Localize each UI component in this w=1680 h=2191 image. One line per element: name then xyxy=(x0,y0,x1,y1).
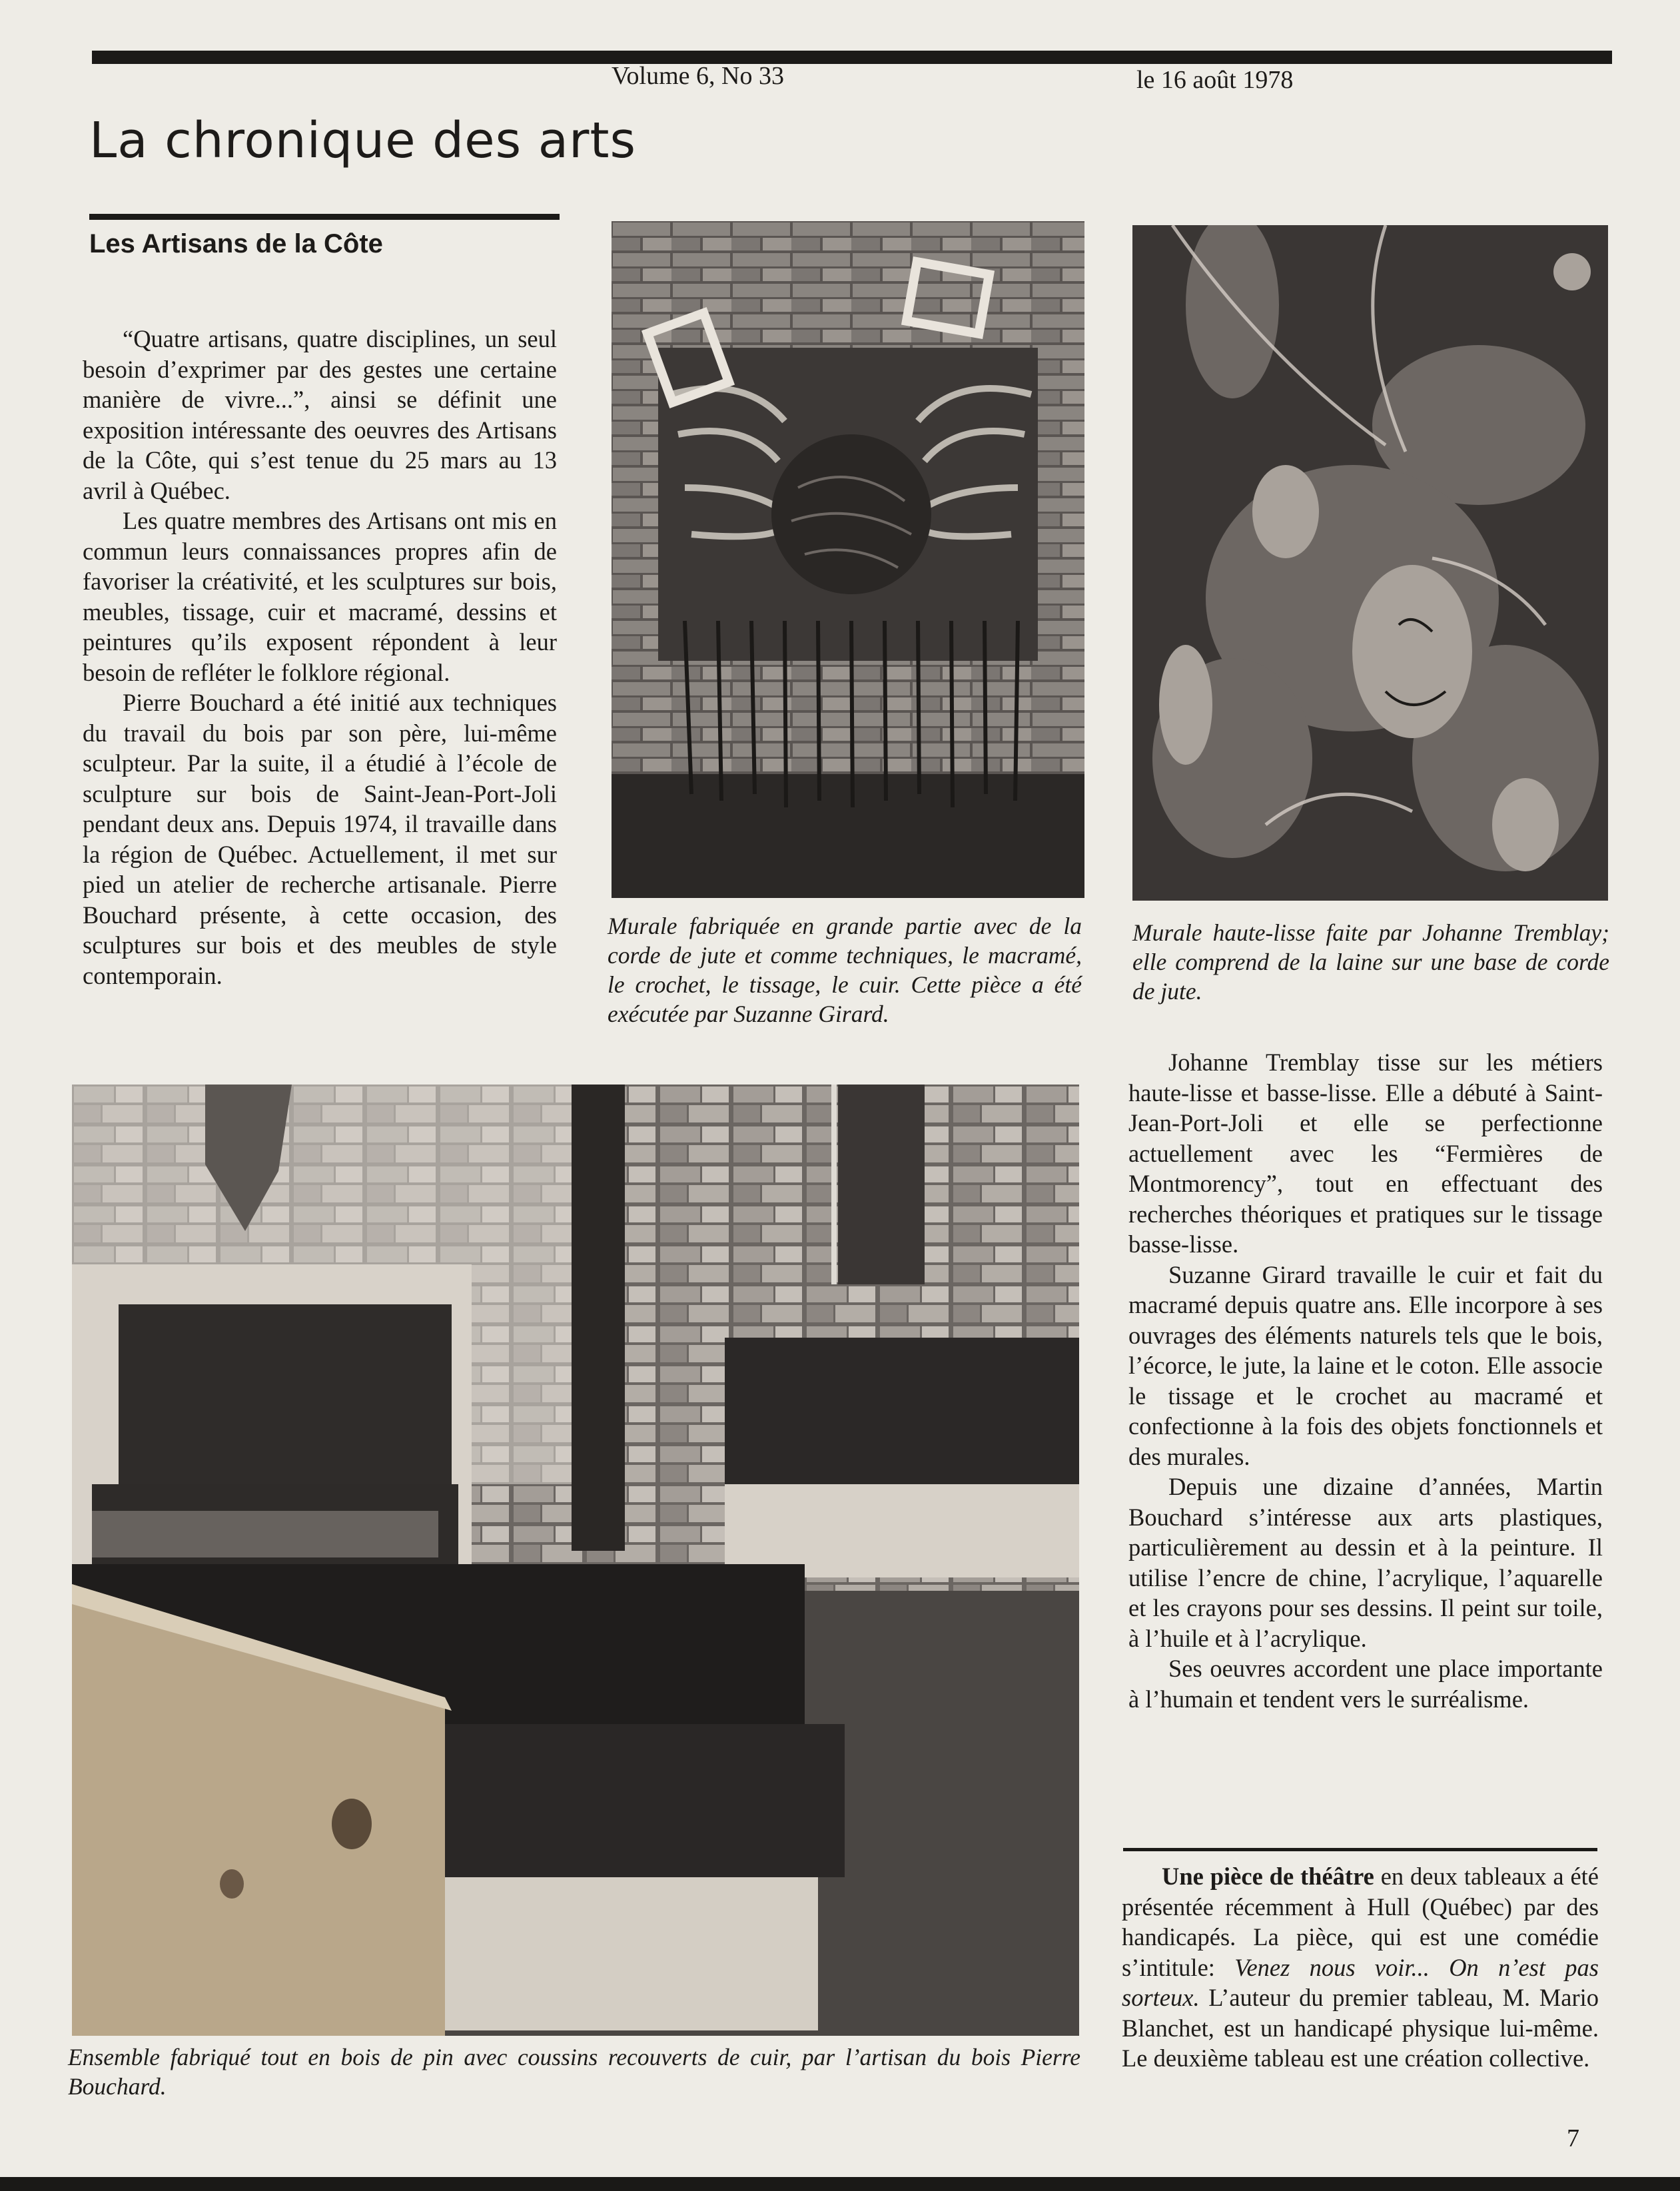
theatre-rule xyxy=(1123,1848,1597,1851)
masthead-title: La chronique des arts xyxy=(89,112,637,169)
paragraph: Suzanne Girard travaille le cuir et fait du macramé depuis quatre ans. Elle incorpore à ses ouvrages des éléments naturels tels que le bois, l’écorce, le jute, la laine et le coton. Elle associe le tissage et le crochet au macramé et confectionne à la fois des objets fonctionnels et des murales. xyxy=(1128,1260,1603,1470)
theatre-text-2: L’auteur du premier tableau, M. Mario Blanchet, est un handicapé physique lui-même. Le deuxième tableau est une création collective. xyxy=(1122,1984,1599,2072)
play-title: Venez nous voir... On n’est pas sorteux. xyxy=(1122,1953,1599,2011)
mural-illustration xyxy=(612,221,1084,898)
top-rule xyxy=(92,51,1612,64)
volume-number: Volume 6, No 33 xyxy=(612,62,784,90)
paragraph: Johanne Tremblay tisse sur les métiers haute-lisse et basse-lisse. Elle a débuté à Saint-Jean-Port-Joli et elle se perfectionne actuellement avec les “Fermières de Montmorency”, tout en effectuant des recherches théoriques et pratiques sur le tissage basse-lisse. xyxy=(1128,1049,1603,1258)
paragraph: “Quatre artisans, quatre disciplines, un seul besoin d’exprimer par des gestes une certaine manière de vivre...”, ainsi se définit une exposition intéressante des oeuvres des Artisans de la Côte, qui s’est tenue du 25 mars au 13 avril à Québec. xyxy=(83,325,557,504)
tapestry-illustration xyxy=(1132,225,1608,901)
photo-tapestry xyxy=(1132,225,1608,901)
issue-date: le 16 août 1978 xyxy=(1136,66,1294,94)
paragraph: Pierre Bouchard a été initié aux techniques du travail du bois par son père, lui-même sculpteur. Par la suite, il a étudié à l’école de sculpture sur bois de Saint-Jean-Port-Joli pendant deux ans. Depuis 1974, il travaille dans la région de Québec. Actuellement, il met sur pied un atelier de recherche artisanale. Pierre Bouchard présente, à cette occasion, des sculptures sur bois et des meubles de style contemporain. xyxy=(83,689,557,989)
paragraph: Ses oeuvres accordent une place importante à l’humain et tendent vers le surréalisme. xyxy=(1128,1655,1603,1713)
caption-photo3: Ensemble fabriqué tout en bois de pin avec coussins recouverts de cuir, par l’artisan du bois Pierre Bouchard. xyxy=(68,2044,1080,2100)
photo-macrame-mural xyxy=(612,221,1084,898)
article-body-left xyxy=(83,324,557,991)
bottom-edge xyxy=(0,2177,1680,2191)
photo-furniture xyxy=(72,1085,1079,2036)
furniture-illustration xyxy=(72,1085,1079,2036)
article-title: Les Artisans de la Côte xyxy=(89,229,383,258)
theatre-notice xyxy=(1122,1861,1599,2074)
theatre-lead: Une pièce de théâtre xyxy=(1162,1863,1374,1890)
theatre-paragraph xyxy=(1122,1861,1599,2074)
section-rule xyxy=(89,214,560,220)
paragraph: Les quatre membres des Artisans ont mis en commun leurs connaissances propres afin de favoriser la créativité, et les sculptures sur bois, meubles, tissage, cuir et macramé, dessins et peintures qu’ils exposent répondent à leur besoin de refléter le folklore régional. xyxy=(83,507,557,686)
paragraph: Depuis une dizaine d’années, Martin Bouchard s’intéresse aux arts plastiques, particulièrement au dessin et à la peinture. Il utilise l’encre de chine, l’acrylique, l’aquarelle et les crayons pour ses dessins. Il peint sur toile, à l’huile et à l’acrylique. xyxy=(1128,1473,1603,1652)
theatre-text: en deux tableaux a été présentée récemment à Hull (Québec) par des handicapés. La pièce, qui est une comédie s’intitule: xyxy=(1122,1863,1599,1981)
article-body-right xyxy=(1128,1047,1603,1714)
page-number: 7 xyxy=(1567,2124,1579,2152)
caption-photo1: Murale fabriquée en grande partie avec de la corde de jute et comme techniques, le macramé, le crochet, le tissage, le cuir. Cette pièce a été exécutée par Suzanne Girard. xyxy=(608,913,1082,1027)
caption-photo2: Murale haute-lisse faite par Johanne Tremblay; elle comprend de la laine sur une base de corde de jute. xyxy=(1132,919,1609,1005)
